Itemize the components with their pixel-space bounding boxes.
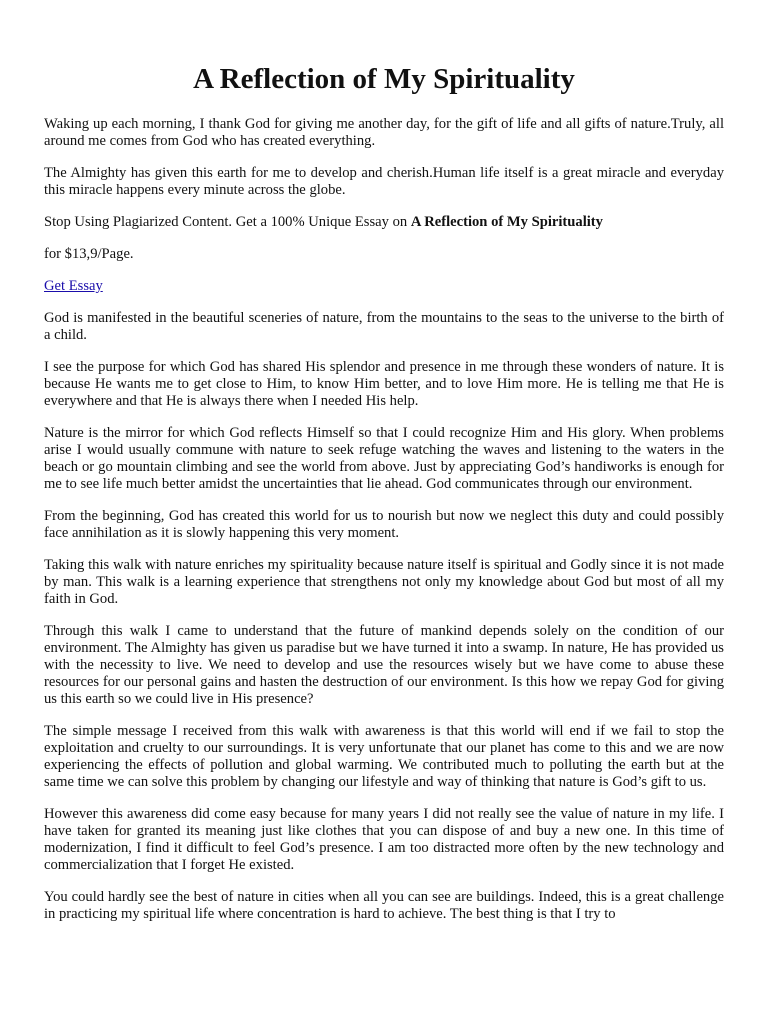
paragraph: Nature is the mirror for which God reflects Himself so that I could recognize Him and His glory. When problems arise I would usually commune with nature to seek refuge watching the waves and listening to the waters in the beach or go mountain climbing and see the world from above. Just by appreciating God’s handiworks is enough for me to see life much better amidst the uncertainties that lie ahead. God communicates through our environment.	[44, 425, 724, 492]
promo-line	[44, 214, 724, 231]
paragraph: Taking this walk with nature enriches my spirituality because nature itself is spiritual and Godly since it is not made by man. This walk is a learning experience that strengthens not only my knowledge about God but most of all my faith in God.	[44, 557, 724, 607]
get-essay-paragraph	[44, 278, 724, 295]
paragraph: God is manifested in the beautiful sceneries of nature, from the mountains to the seas to the universe to the birth of a child.	[44, 310, 724, 343]
paragraph: Waking up each morning, I thank God for giving me another day, for the gift of life and all gifts of nature.Truly, all around me comes from God who has created everything.	[44, 116, 724, 149]
paragraph: The Almighty has given this earth for me to develop and cherish.Human life itself is a great miracle and everyday this miracle happens every minute across the globe.	[44, 165, 724, 198]
paragraph: The simple message I received from this walk with awareness is that this world will end if we fail to stop the exploitation and cruelty to our surroundings. It is very unfortunate that our planet has come to this and we are now experiencing the effects of pollution and global warming. We contributed much to polluting the earth but at the same time we can solve this problem by changing our lifestyle and way of thinking that nature is God’s gift to us.	[44, 723, 724, 790]
get-essay-link[interactable]: Get Essay	[44, 278, 103, 294]
paragraph: However this awareness did come easy because for many years I did not really see the value of nature in my life. I have taken for granted its meaning just like clothes that you can dispose of and buy a new one. In this time of modernization, I find it difficult to feel God’s presence. I am too distracted more often by the new technology and commercialization that I forget He existed.	[44, 806, 724, 873]
paragraph: From the beginning, God has created this world for us to nourish but now we neglect this duty and could possibly face annihilation as it is slowly happening this very moment.	[44, 508, 724, 541]
promo-text: Stop Using Plagiarized Content. Get a 100% Unique Essay on	[44, 214, 411, 230]
promo-essay-title: A Reflection of My Spirituality	[410, 214, 603, 230]
paragraph: You could hardly see the best of nature in cities when all you can see are buildings. Indeed, this is a great challenge in practicing my spiritual life where concentration is hard to achieve. The best thing is that I try to	[44, 889, 724, 922]
paragraph: Through this walk I came to understand that the future of mankind depends solely on the condition of our environment. The Almighty has given us paradise but we have turned it into a swamp. In nature, He has provided us with the necessity to live. We need to develop and use the resources wisely but we have come to abuse these resources for our personal gains and hasten the destruction of our environment. Is this how we repay God for giving us this earth so we could live in His presence?	[44, 623, 724, 707]
document-title: A Reflection of My Spirituality	[193, 63, 575, 95]
paragraph: I see the purpose for which God has shared His splendor and presence in me through these wonders of nature. It is because He wants me to get close to Him, to know Him better, and to love Him more. He is telling me that He is everywhere and that He is always there when I needed His help.	[44, 359, 724, 409]
promo-price: for $13,9/Page.	[44, 246, 134, 262]
